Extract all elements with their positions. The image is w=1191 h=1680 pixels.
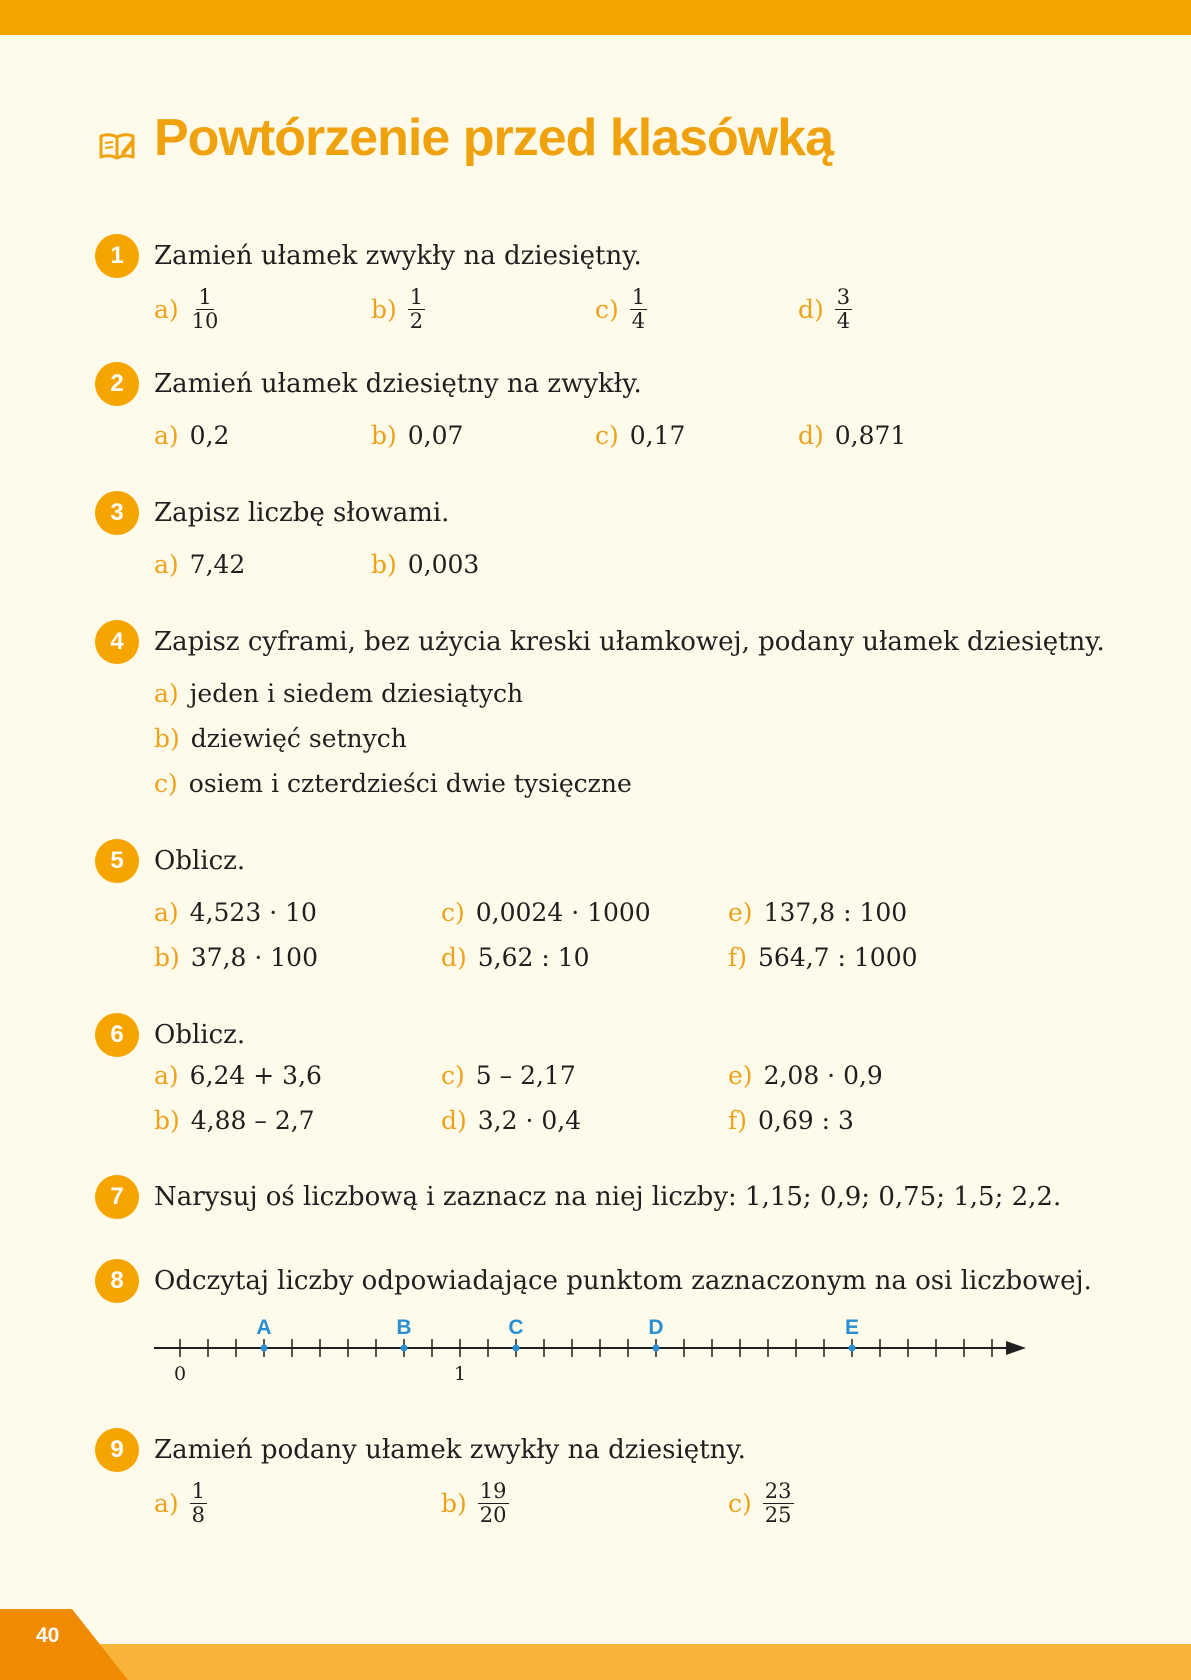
- exercise-number-badge: 1: [95, 234, 139, 278]
- exercise-number-badge: 6: [95, 1013, 139, 1057]
- item-label: c): [441, 1061, 465, 1090]
- item-label: b): [371, 550, 397, 579]
- exercise-instruction: Oblicz.: [154, 1020, 246, 1050]
- exercise-number-badge: 4: [95, 620, 139, 664]
- bottom-color-bar: [0, 1644, 1191, 1680]
- exercise-item: [371, 286, 425, 333]
- item-label: a): [154, 1061, 179, 1090]
- exercise-instruction: Zamień ułamek dziesiętny na zwykły.: [154, 369, 642, 399]
- exercise-item: [371, 549, 479, 581]
- fraction: [763, 1480, 794, 1527]
- number-line: [150, 1306, 1030, 1386]
- number-line-point: [513, 1345, 520, 1352]
- item-label: d): [441, 943, 467, 972]
- fraction-denominator: 8: [191, 1503, 206, 1527]
- exercise-number-badge: 8: [95, 1259, 139, 1303]
- exercise-item: [154, 723, 407, 755]
- top-color-bar: [0, 0, 1191, 35]
- exercise-item: [441, 1060, 576, 1092]
- exercise-instruction: Zapisz liczbę słowami.: [154, 498, 450, 528]
- item-text: 37,8 · 100: [190, 943, 318, 972]
- item-text: 0,871: [834, 421, 907, 450]
- exercise-number-badge: 9: [95, 1428, 139, 1472]
- exercise-item: [154, 942, 318, 974]
- item-text: 0,07: [407, 421, 464, 450]
- item-text: 5,62 : 10: [477, 943, 590, 972]
- item-text: 0,2: [189, 421, 230, 450]
- fraction-numerator: 19: [479, 1479, 507, 1503]
- item-label: a): [154, 1488, 179, 1518]
- item-label: d): [441, 1106, 467, 1135]
- item-label: c): [595, 421, 619, 450]
- number-line-point-label: B: [396, 1316, 412, 1339]
- item-label: a): [154, 294, 179, 324]
- item-label: b): [154, 1106, 180, 1135]
- fraction: [190, 1480, 207, 1527]
- exercise-item: [595, 286, 647, 333]
- exercise-instruction: Narysuj oś liczbową i zaznacz na niej liczby: 1,15; 0,9; 0,75; 1,5; 2,2.: [154, 1182, 1062, 1212]
- item-text: jeden i siedem dziesiątych: [189, 679, 524, 708]
- item-text: dziewięć setnych: [190, 724, 407, 753]
- exercise-item: [154, 1480, 207, 1527]
- number-line-label: 0: [173, 1363, 187, 1385]
- exercise-item: [441, 897, 651, 929]
- exercise-item: [154, 286, 220, 333]
- item-text: 7,42: [189, 550, 246, 579]
- number-line-point: [653, 1345, 660, 1352]
- fraction-numerator: 1: [631, 285, 646, 309]
- exercise-item: [798, 420, 906, 452]
- number-line-point-label: C: [508, 1316, 524, 1339]
- item-label: c): [728, 1488, 752, 1518]
- exercise-number-badge: 2: [95, 362, 139, 406]
- item-text: 0,17: [629, 421, 686, 450]
- item-label: a): [154, 679, 179, 708]
- fraction-numerator: 3: [836, 285, 851, 309]
- fraction-denominator: 4: [836, 309, 851, 333]
- exercise-item: [728, 1105, 854, 1137]
- fraction-denominator: 10: [191, 309, 219, 333]
- number-line-point: [401, 1345, 408, 1352]
- fraction-denominator: 20: [479, 1503, 507, 1527]
- exercise-item: [154, 1060, 322, 1092]
- item-label: e): [728, 1061, 753, 1090]
- item-label: c): [595, 294, 619, 324]
- exercise-item: [728, 942, 918, 974]
- number-line-point: [849, 1345, 856, 1352]
- item-text: 4,88 – 2,7: [190, 1106, 315, 1135]
- exercise-item: [154, 897, 317, 929]
- item-label: f): [728, 943, 748, 972]
- number-line-label: 1: [453, 1363, 467, 1385]
- exercise-item: [728, 1060, 883, 1092]
- exercise-item: [371, 420, 463, 452]
- item-label: a): [154, 550, 179, 579]
- number-line-point-label: E: [844, 1316, 860, 1339]
- item-text: 6,24 + 3,6: [189, 1061, 322, 1090]
- item-label: f): [728, 1106, 748, 1135]
- item-text: 137,8 : 100: [763, 898, 908, 927]
- item-text: 0,003: [407, 550, 480, 579]
- item-label: b): [154, 724, 180, 753]
- exercise-item: [154, 1105, 315, 1137]
- number-line-point-label: D: [648, 1316, 664, 1339]
- fraction-numerator: 1: [409, 285, 424, 309]
- item-label: b): [371, 421, 397, 450]
- book-pencil-icon: [99, 130, 137, 162]
- page-title: Powtórzenie przed klasówką: [154, 109, 834, 167]
- item-text: 2,08 · 0,9: [763, 1061, 883, 1090]
- item-label: b): [441, 1488, 467, 1518]
- exercise-item: [441, 1480, 509, 1527]
- item-text: 4,523 · 10: [189, 898, 317, 927]
- page-number: 40: [36, 1624, 60, 1647]
- item-text: 0,0024 · 1000: [475, 898, 651, 927]
- exercise-item: [595, 420, 685, 452]
- item-label: a): [154, 898, 179, 927]
- fraction-numerator: 23: [764, 1479, 792, 1503]
- item-text: 0,69 : 3: [758, 1106, 854, 1135]
- item-label: a): [154, 421, 179, 450]
- fraction: [190, 286, 221, 333]
- fraction: [630, 286, 647, 333]
- fraction: [478, 1480, 509, 1527]
- item-text: 3,2 · 0,4: [477, 1106, 582, 1135]
- item-text: osiem i czterdzieści dwie tysięczne: [188, 769, 632, 798]
- exercise-item: [154, 678, 523, 710]
- item-label: d): [798, 421, 824, 450]
- number-line-arrow: [1006, 1341, 1026, 1355]
- exercise-item: [728, 1480, 794, 1527]
- exercise-item: [441, 942, 590, 974]
- exercise-item: [441, 1105, 581, 1137]
- exercise-item: [728, 897, 907, 929]
- fraction-numerator: 1: [198, 285, 212, 309]
- item-label: b): [154, 943, 180, 972]
- exercise-instruction: Zamień ułamek zwykły na dziesiętny.: [154, 241, 642, 271]
- item-label: b): [371, 294, 397, 324]
- fraction-denominator: 4: [631, 309, 646, 333]
- exercise-number-badge: 7: [95, 1175, 139, 1219]
- fraction: [835, 286, 852, 333]
- item-text: 5 – 2,17: [475, 1061, 576, 1090]
- exercise-number-badge: 5: [95, 839, 139, 883]
- exercise-instruction: Odczytaj liczby odpowiadające punktom zaznaczonym na osi liczbowej.: [154, 1266, 1092, 1296]
- fraction: [408, 286, 425, 333]
- fraction-denominator: 2: [409, 309, 424, 333]
- exercise-number-badge: 3: [95, 491, 139, 535]
- item-text: 564,7 : 1000: [758, 943, 918, 972]
- fraction-denominator: 25: [764, 1503, 792, 1527]
- exercise-item: [154, 768, 632, 800]
- item-label: d): [798, 294, 824, 324]
- number-line-point-label: A: [256, 1316, 272, 1339]
- exercise-instruction: Zapisz cyframi, bez użycia kreski ułamkowej, podany ułamek dziesiętny.: [154, 627, 1105, 657]
- exercise-item: [798, 286, 852, 333]
- exercise-item: [154, 420, 229, 452]
- fraction-numerator: 1: [191, 1479, 206, 1503]
- item-label: e): [728, 898, 753, 927]
- exercise-item: [154, 549, 245, 581]
- number-line-point: [261, 1345, 268, 1352]
- item-label: c): [154, 769, 178, 798]
- exercise-instruction: Oblicz.: [154, 846, 246, 876]
- item-label: c): [441, 898, 465, 927]
- exercise-instruction: Zamień podany ułamek zwykły na dziesiętny.: [154, 1435, 746, 1465]
